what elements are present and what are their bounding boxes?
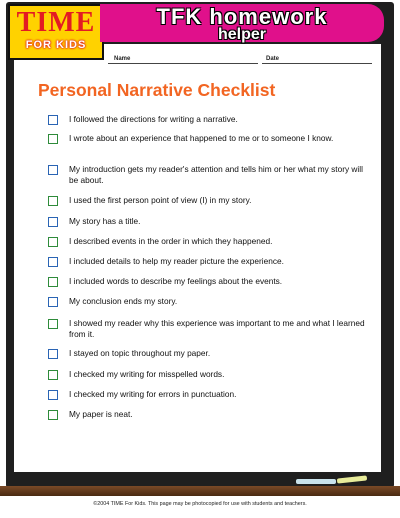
time-for-kids-logo [8, 4, 104, 60]
checklist-item-text: I included details to help my reader picture the experience. [69, 256, 284, 266]
checkbox[interactable] [48, 319, 58, 329]
checkbox[interactable] [48, 370, 58, 380]
name-label: Name [114, 56, 131, 62]
logo-time-word: TIME [16, 7, 96, 38]
checkbox[interactable] [48, 410, 58, 420]
checklist-item-text: I showed my reader why this experience was important to me and what I learned from it. [69, 318, 365, 339]
checklist-item-text: My introduction gets my reader's attention and tells him or her what my story will be about. [69, 164, 363, 185]
checklist-item-text: I checked my writing for misspelled words. [69, 369, 225, 379]
checkbox[interactable] [48, 217, 58, 227]
banner-title: TFK homework [156, 4, 328, 29]
checkbox[interactable] [48, 196, 58, 206]
banner-subtitle: helper [217, 26, 266, 43]
chalk-ledge [0, 486, 400, 496]
date-label: Date [266, 56, 280, 62]
checklist-item-text: I wrote about an experience that happened to me or to someone I know. [69, 133, 334, 143]
checklist-item-text: I included words to describe my feelings about the events. [69, 276, 283, 286]
name-line [108, 63, 258, 64]
chalk-piece-blue [296, 479, 336, 484]
checklist-item-text: My conclusion ends my story. [69, 296, 178, 306]
logo-for-kids-word: FOR KIDS [25, 39, 87, 51]
checkbox[interactable] [48, 165, 58, 175]
checkbox[interactable] [48, 115, 58, 125]
checkbox[interactable] [48, 257, 58, 267]
checklist-item-text: I checked my writing for errors in punctuation. [69, 389, 237, 399]
checkbox[interactable] [48, 349, 58, 359]
checklist-item-text: I stayed on topic throughout my paper. [69, 348, 211, 358]
date-line [262, 63, 372, 64]
checklist-item-text: I described events in the order in which they happened. [69, 236, 273, 246]
homework-helper-banner [100, 4, 384, 42]
checklist-item-text: I followed the directions for writing a narrative. [69, 114, 238, 124]
copyright-footer: ©2004 TIME For Kids. This page may be photocopied for use with students and teachers. [93, 501, 307, 507]
checkbox[interactable] [48, 134, 58, 144]
checkbox[interactable] [48, 390, 58, 400]
checklist-item-text: My paper is neat. [69, 409, 133, 419]
checkbox[interactable] [48, 237, 58, 247]
checkbox[interactable] [48, 277, 58, 287]
page-title: Personal Narrative Checklist [38, 80, 276, 100]
checkbox[interactable] [48, 297, 58, 307]
checklist-item-text: My story has a title. [69, 216, 141, 226]
checklist-item-text: I used the first person point of view (I) in my story. [69, 195, 252, 205]
